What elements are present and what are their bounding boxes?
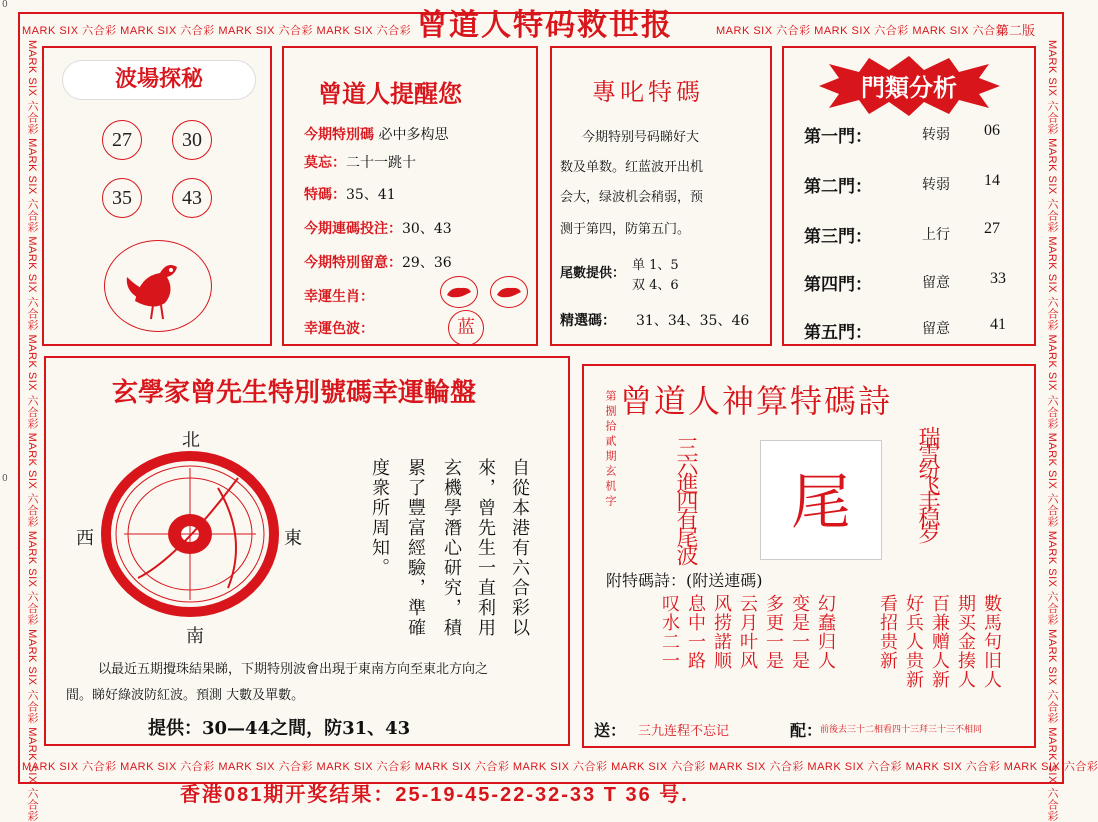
big-char-box bbox=[760, 440, 882, 560]
reminder-line bbox=[304, 252, 452, 272]
door-number: 06 bbox=[984, 122, 1000, 139]
bottom-strip: MARK SIX 六合彩 MARK SIX 六合彩 MARK SIX 六合彩 MARK SIX 六合彩 MARK SIX 六合彩 MARK SIX 六合彩 MARK SIX 六合彩 MARK SIX 六合彩 MARK SIX 六合彩 MARK SIX 六合彩 MARK SIX 六合彩 bbox=[22, 761, 1098, 773]
poem-side-note: 第捌拾貳期玄机字 bbox=[604, 390, 617, 510]
wheel-result-line: 間。睇好綠波防紅波。預測 大數及單數。 bbox=[66, 688, 305, 703]
compass-east: 東 bbox=[284, 528, 302, 549]
wheel-text-col: 來，曾先生一直利用 bbox=[475, 458, 496, 638]
lucky-wheel-icon bbox=[98, 448, 282, 620]
wheel-text-col: 自從本港有六合彩以 bbox=[509, 458, 530, 638]
door-number: 14 bbox=[984, 172, 1000, 189]
compass-south: 南 bbox=[186, 626, 204, 647]
reminder-value: 29、36 bbox=[402, 255, 452, 271]
tail-label: 尾數提供： bbox=[560, 266, 626, 281]
poem-col: 幻蠢归人 bbox=[815, 594, 836, 670]
compass-west: 西 bbox=[76, 528, 94, 549]
poem-col: 变是一是 bbox=[789, 594, 810, 670]
reminder-label: 幸運色波： bbox=[304, 321, 374, 337]
door-name: 第二門： bbox=[804, 177, 872, 197]
poem-col: 风捞諾顺 bbox=[711, 594, 732, 670]
wheel-title: 玄學家曾先生特別號碼幸運輪盤 bbox=[112, 378, 477, 408]
reminder-value: 35、41 bbox=[346, 187, 396, 203]
door-note: 转弱 bbox=[922, 127, 950, 143]
top-strip-right: MARK SIX 六合彩 MARK SIX 六合彩 MARK SIX 六合彩 bbox=[716, 25, 1007, 37]
match-value: 前後去三十二相看四十三拜三十三不相同 bbox=[820, 725, 983, 735]
poem-col: 叹水二一 bbox=[659, 594, 680, 670]
reminder-value: 30、43 bbox=[402, 221, 452, 237]
reminder-line bbox=[304, 218, 452, 238]
poem-col: 云月叶风 bbox=[737, 594, 758, 670]
poem-col: 好兵人贵新 bbox=[903, 594, 924, 689]
reminder-line bbox=[304, 124, 448, 144]
poem-title: 曾道人神算特碼詩 bbox=[620, 382, 893, 420]
special-para: 测于第四，防第五门。 bbox=[560, 222, 691, 237]
edition-label: 第二版 bbox=[996, 24, 1036, 39]
top-strip-left: MARK SIX 六合彩 MARK SIX 六合彩 MARK SIX 六合彩 MARK SIX 六合彩 bbox=[22, 25, 412, 37]
door-note: 转弱 bbox=[922, 177, 950, 193]
reminder-label: 莫忘： bbox=[304, 155, 346, 171]
reminder-line bbox=[304, 286, 374, 306]
door-number: 41 bbox=[990, 316, 1006, 333]
left-strip: MARK SIX 六合彩 MARK SIX 六合彩 MARK SIX 六合彩 MARK SIX 六合彩 MARK SIX 六合彩 MARK SIX 六合彩 MARK SIX 六合彩 MARK SIX 六合彩 bbox=[26, 40, 38, 822]
door-number: 27 bbox=[984, 220, 1000, 237]
wave-box-title: 波場探秘 bbox=[62, 60, 256, 100]
wave-number: 30 bbox=[172, 120, 212, 160]
right-strip: MARK SIX 六合彩 MARK SIX 六合彩 MARK SIX 六合彩 MARK SIX 六合彩 MARK SIX 六合彩 MARK SIX 六合彩 MARK SIX 六合彩 MARK SIX 六合彩 bbox=[1046, 40, 1058, 822]
right-verse: 瑞雪纷飞丰稳岁 bbox=[915, 426, 940, 538]
tiger-icon bbox=[490, 276, 528, 308]
lucky-color-badge: 蓝 bbox=[448, 310, 484, 346]
match-label: 配： bbox=[790, 721, 823, 740]
reminder-value: 必中多构思 bbox=[378, 127, 449, 143]
special-para: 今期特别号码睇好大 bbox=[582, 130, 700, 145]
wave-box bbox=[42, 46, 272, 346]
reminder-value: 二十一跳十 bbox=[346, 155, 416, 171]
wheel-provide: 提供：30—44之間，防31、43 bbox=[148, 718, 411, 739]
doors-title-burst bbox=[814, 56, 1004, 116]
special-box bbox=[550, 46, 772, 346]
wheel-text-col: 累了豐富經驗，準確 bbox=[405, 458, 426, 638]
big-char: 尾 bbox=[791, 468, 851, 538]
corner-mark-mid: 0 bbox=[2, 474, 8, 484]
wheel-result-line: 以最近五期攪珠結果睇，下期特別波會出現于東南方向至東北方向之 bbox=[98, 662, 489, 677]
wheel-text-col: 玄機學潛心研究，積 bbox=[441, 458, 462, 638]
reminder-line bbox=[304, 152, 416, 172]
compass-north: 北 bbox=[182, 430, 200, 451]
reminder-label: 今期連碼投注： bbox=[304, 221, 402, 237]
special-title: 專叱特碼 bbox=[592, 78, 704, 106]
doors-box bbox=[782, 46, 1036, 346]
reminder-box bbox=[282, 46, 538, 346]
door-note: 上行 bbox=[922, 227, 950, 243]
poem-col: 看招贵新 bbox=[877, 594, 898, 670]
select-value: 31、34、35、46 bbox=[636, 313, 750, 329]
tiger-icon bbox=[440, 276, 478, 308]
door-note: 留意 bbox=[922, 321, 950, 337]
send-value: 三九连程不忘记 bbox=[638, 724, 730, 739]
door-name: 第五門： bbox=[804, 323, 872, 343]
doors-title: 門類分析 bbox=[861, 73, 957, 102]
draw-result: 香港081期开奖结果：25-19-45-22-32-33 T 36 号. bbox=[180, 784, 689, 806]
poem-col: 數馬句旧人 bbox=[981, 594, 1002, 689]
left-verse: 三六進四有尾波 bbox=[673, 436, 698, 562]
reminder-line bbox=[304, 318, 374, 338]
wave-number: 35 bbox=[102, 178, 142, 218]
reminder-label: 幸運生肖： bbox=[304, 289, 374, 305]
reminder-label: 今期特別留意： bbox=[304, 255, 402, 271]
send-label: 送： bbox=[594, 721, 627, 740]
poem-grid bbox=[616, 594, 1026, 714]
poem-col: 息中一路 bbox=[685, 594, 706, 670]
reminder-label: 特碼： bbox=[304, 187, 346, 203]
special-para: 会大，绿波机会稍弱，预 bbox=[560, 190, 704, 205]
select-label: 精選碼： bbox=[560, 313, 616, 329]
wheel-text-col: 度衆所周知。 bbox=[369, 458, 390, 578]
rooster-icon bbox=[104, 240, 212, 332]
reminder-label: 今期特別碼 bbox=[304, 127, 374, 143]
wave-number: 27 bbox=[102, 120, 142, 160]
wave-number: 43 bbox=[172, 178, 212, 218]
poem-box bbox=[582, 364, 1036, 748]
poem-col: 期买金揍人 bbox=[955, 594, 976, 689]
poem-col: 多更一是 bbox=[763, 594, 784, 670]
special-para: 数及单数。红蓝波开出机 bbox=[560, 160, 704, 175]
door-name: 第三門： bbox=[804, 227, 872, 247]
page-title: 曾道人特码救世报 bbox=[417, 8, 673, 43]
poem-col: 百兼赠人新 bbox=[929, 594, 950, 689]
door-name: 第一門： bbox=[804, 127, 872, 147]
reminder-title: 曾道人提醒您 bbox=[318, 80, 462, 108]
door-number: 33 bbox=[990, 270, 1006, 287]
reminder-line bbox=[304, 184, 396, 204]
door-name: 第四門： bbox=[804, 275, 872, 295]
attach-label: 附特碼詩：(附送連碼) bbox=[606, 571, 763, 590]
tail-double: 双 4、6 bbox=[632, 278, 679, 293]
tail-single: 单 1、5 bbox=[632, 258, 679, 273]
corner-mark-top: 0 bbox=[2, 0, 8, 10]
door-note: 留意 bbox=[922, 275, 950, 291]
wheel-box bbox=[44, 356, 570, 746]
